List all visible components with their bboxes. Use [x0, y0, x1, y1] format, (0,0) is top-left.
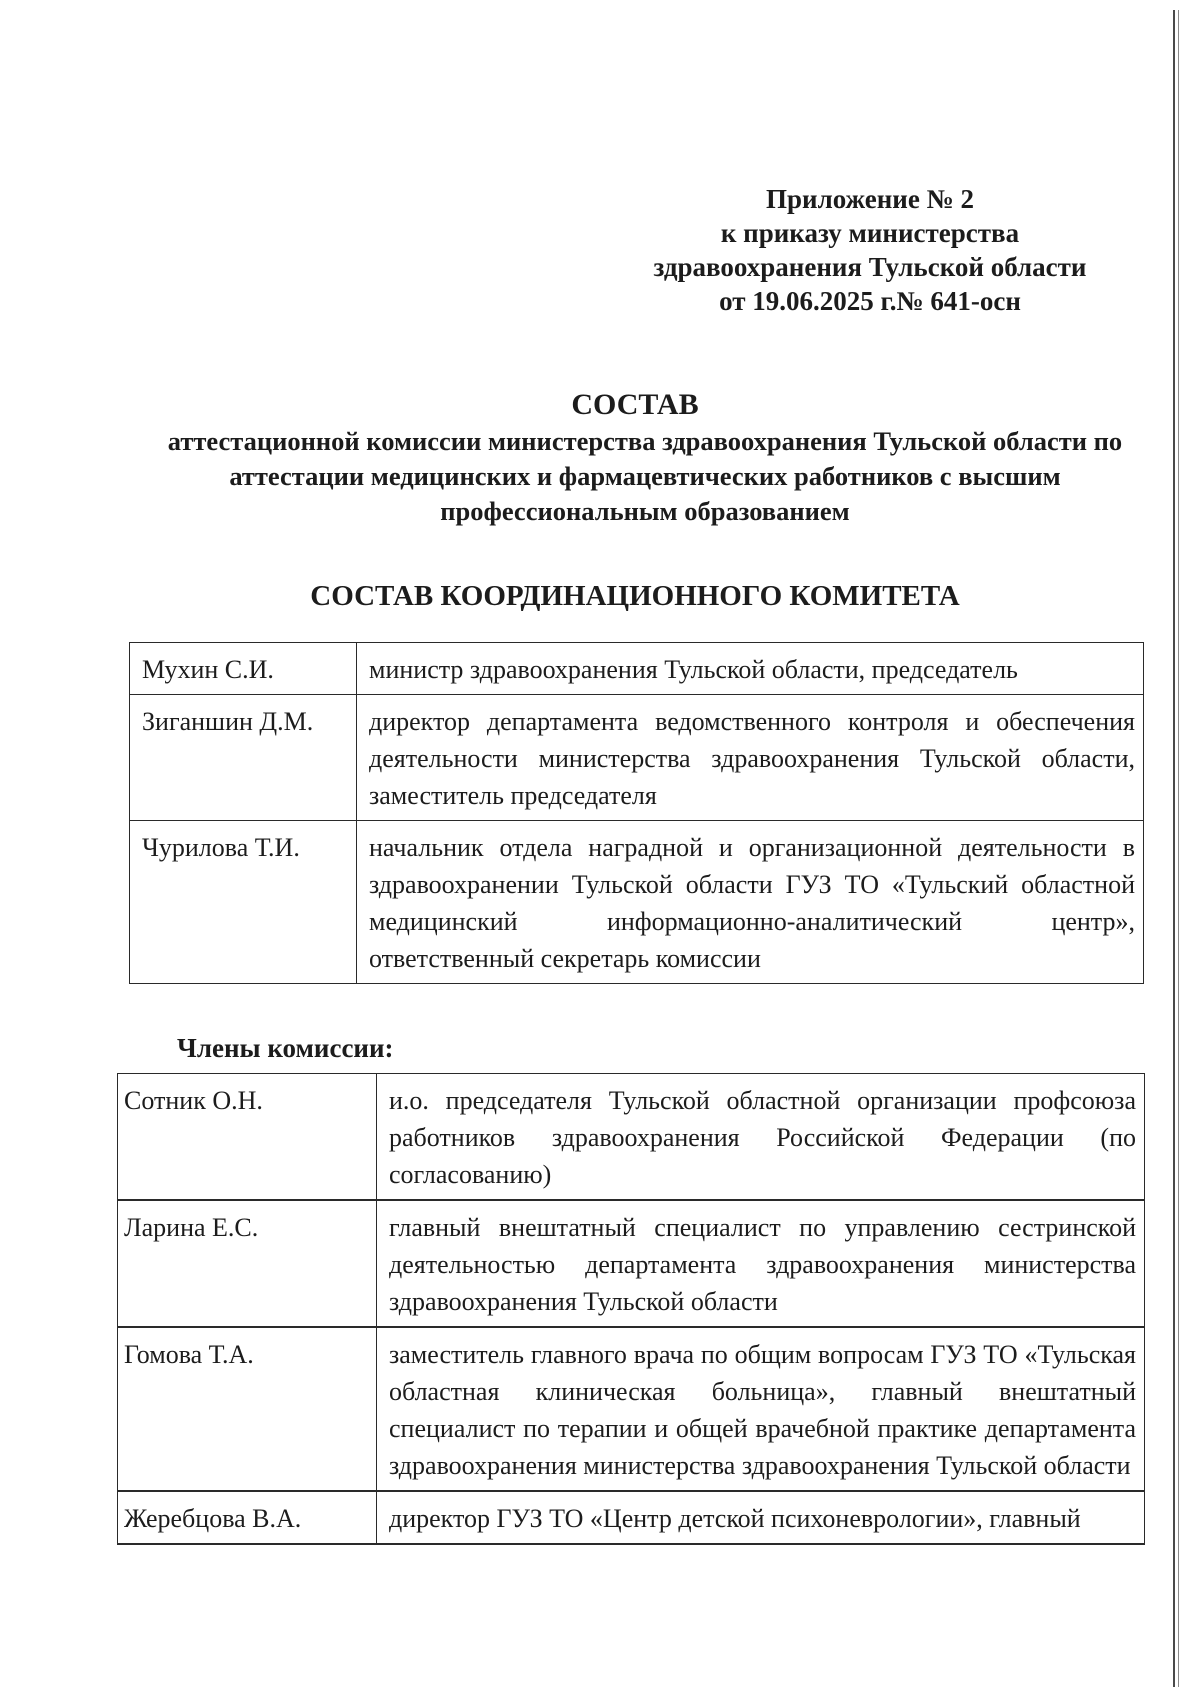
document-subtitle: [105, 424, 1185, 529]
committee-heading: СОСТАВ КООРДИНАЦИОННОГО КОМИТЕТА: [310, 580, 960, 612]
subtitle-line-3: профессиональным образованием: [440, 496, 850, 526]
scan-edge-line-thin: [1178, 10, 1179, 1687]
appendix-header: [600, 182, 1140, 318]
member-name: Ларина Е.С.: [118, 1200, 377, 1327]
scan-edge-line: [1173, 10, 1175, 1687]
members-heading: Члены комиссии:: [177, 1033, 394, 1063]
member-role: начальник отдела наградной и организационной деятельности в здравоохранении Тульской области ГУЗ ТО «Тульский областной медицинский информационно-аналитический центр», ответственный секретарь комиссии: [357, 821, 1144, 984]
member-role: главный внештатный специалист по управлению сестринской деятельностью департамента здравоохранения министерства здравоохранения Тульской области: [377, 1200, 1145, 1327]
committee-table: [129, 642, 1144, 984]
table-row: [118, 1074, 1145, 1201]
table-row: [130, 643, 1144, 695]
document-title: СОСТАВ: [571, 388, 699, 421]
member-role: министр здравоохранения Тульской области, председатель: [357, 643, 1144, 695]
appendix-line-1: Приложение № 2: [766, 184, 974, 214]
member-name: Мухин С.И.: [130, 643, 357, 695]
member-name: Чурилова Т.И.: [130, 821, 357, 984]
member-name: Жеребцова В.А.: [118, 1491, 377, 1544]
member-name: Гомова Т.А.: [118, 1327, 377, 1491]
table-row: [118, 1327, 1145, 1491]
table-row: [118, 1491, 1145, 1544]
table-row: [130, 695, 1144, 821]
subtitle-line-2: аттестации медицинских и фармацевтических работников с высшим: [229, 461, 1061, 491]
member-role: и.о. председателя Тульской областной организации профсоюза работников здравоохранения Российской Федерации (по согласованию): [377, 1074, 1145, 1201]
member-name: Сотник О.Н.: [118, 1074, 377, 1201]
subtitle-line-1: аттестационной комиссии министерства здравоохранения Тульской области по: [167, 426, 1123, 456]
appendix-line-4: от 19.06.2025 г.№ 641-осн: [719, 286, 1021, 316]
table-row: [130, 821, 1144, 984]
table-row: [118, 1200, 1145, 1327]
member-role: заместитель главного врача по общим вопросам ГУЗ ТО «Тульская областная клиническая больница», главный внештатный специалист по терапии и общей врачебной практике департамента здравоохранения министерства здравоохранения Тульской области: [377, 1327, 1145, 1491]
members-table: [117, 1073, 1145, 1545]
appendix-line-2: к приказу министерства: [720, 218, 1020, 248]
member-role: директор департамента ведомственного контроля и обеспечения деятельности министерства здравоохранения Тульской области, заместитель председателя: [357, 695, 1144, 821]
member-name: Зиганшин Д.М.: [130, 695, 357, 821]
appendix-line-3: здравоохранения Тульской области: [653, 252, 1087, 282]
member-role: директор ГУЗ ТО «Центр детской психоневрологии», главный: [377, 1491, 1145, 1544]
